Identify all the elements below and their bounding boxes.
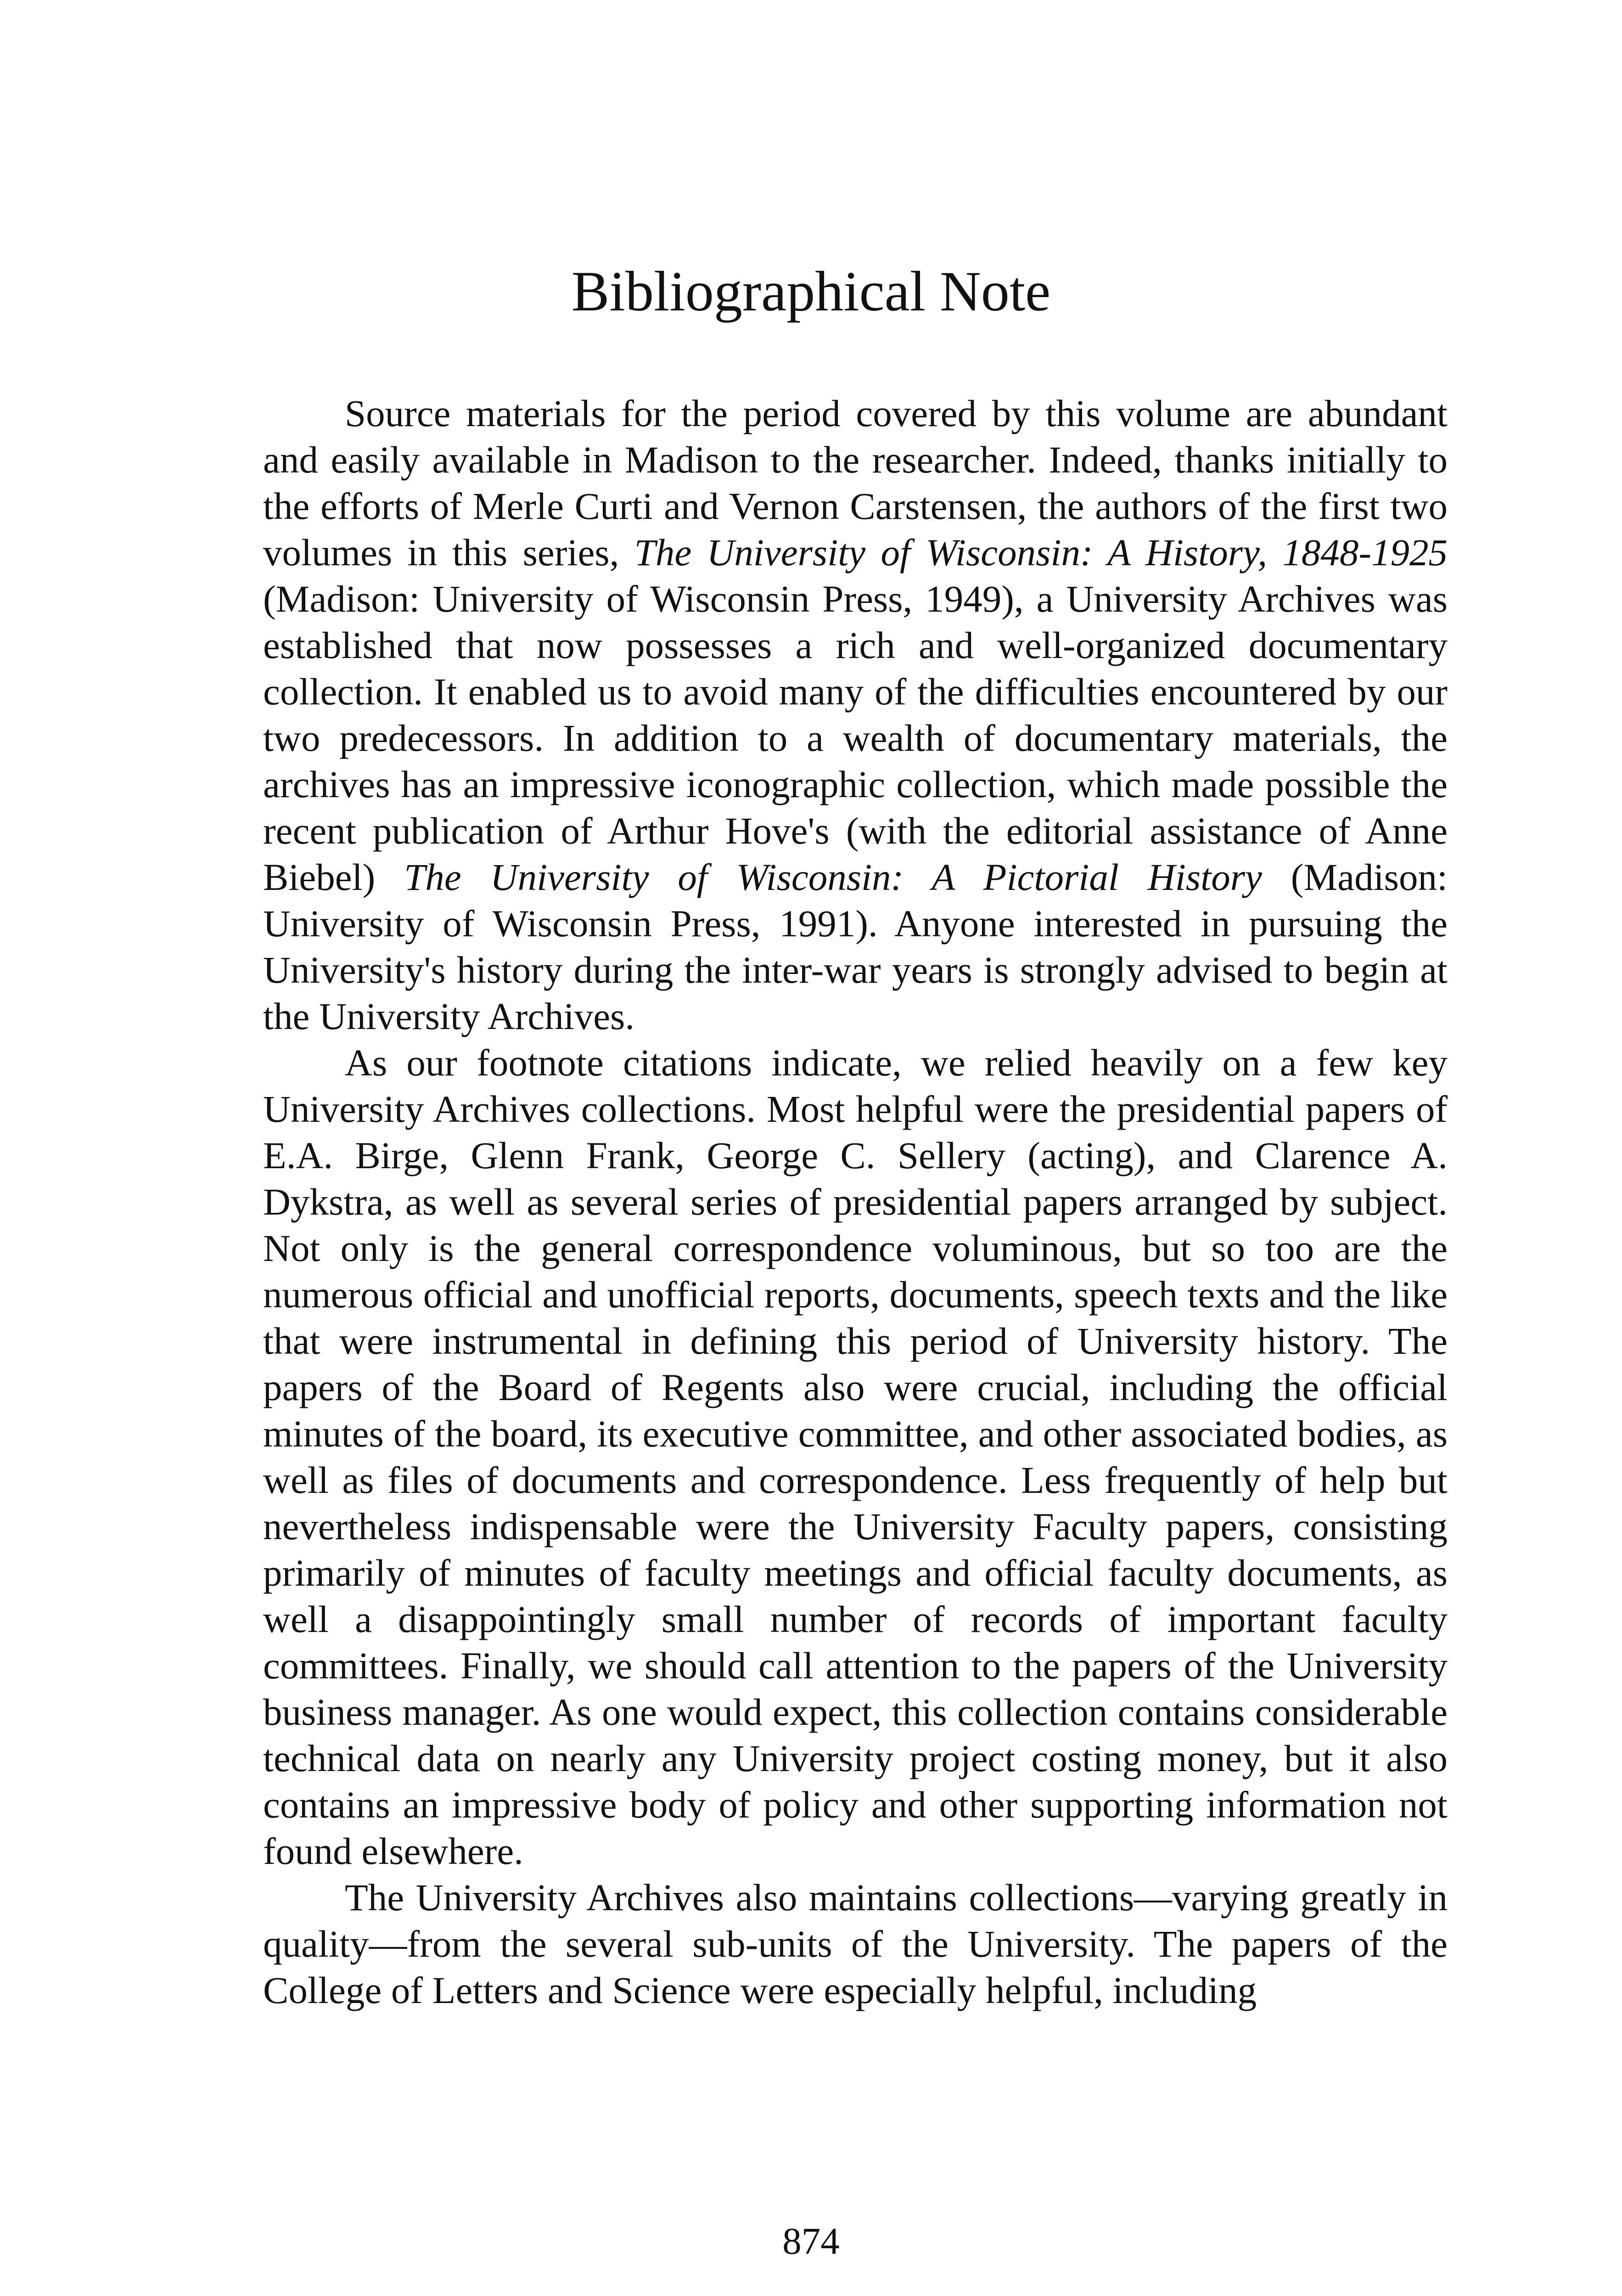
paragraph-1-text-c: (Madison: University of Wisconsin Press, 1991). Anyone interested in pursuing the University's history during the inter-war years is strongly advised to begin at the University Archives. [263,856,1448,1037]
paragraph-1 [263,390,1448,1040]
paragraph-3-text: The University Archives also maintains collections—varying greatly in quality—from the several sub-units of the University. The papers of the College of Letters and Science were especially helpful, including [263,1876,1448,2011]
paragraph-2-text: As our footnote citations indicate, we relied heavily on a few key University Archives collections. Most helpful were the presidential papers of E.A. Birge, Glenn Frank, George C. Sellery (acting), and Clarence A. Dykstra, as well as several series of presidential papers arranged by subject. Not only is the general correspondence voluminous, but so too are the numerous official and unofficial reports, documents, speech texts and the like that were instrumental in defining this period of University history. The papers of the Board of Regents also were crucial, including the official minutes of the board, its executive committee, and other associated bodies, as well as files of documents and correspondence. Less frequently of help but nevertheless indispensable were the University Faculty papers, consisting primarily of minutes of faculty meetings and official faculty documents, as well a disappointingly small number of records of important faculty committees. Finally, we should call attention to the papers of the University business manager. As one would expect, this collection contains considerable technical data on nearly any University project costing money, but it also contains an impressive body of policy and other supporting information not found elsewhere. [263,1041,1448,1872]
paragraph-3 [263,1874,1448,2014]
paragraph-2 [263,1040,1448,1874]
page-number: 874 [782,2220,840,2262]
book-title-pictorial-history: The University of Wisconsin: A Pictorial History [404,856,1262,898]
paragraph-1-text-b: (Madison: University of Wisconsin Press, 1949), a University Archives was established that now possesses a rich and well-organized documentary collection. It enabled us to avoid many of the difficulties encountered by our two predecessors. In addition to a wealth of documentary materials, the archives has an impressive iconographic collection, which made possible the recent publication of Arthur Hove's (with the editorial assistance of Anne Biebel) [263,578,1448,898]
paragraph-1-text-a: Source materials for the period covered by this volume are abundant and easily available in Madison to the researcher. Indeed, thanks initially to the efforts of Merle Curti and Vernon Carstensen, the authors of the first two volumes in this series, [263,392,1448,574]
book-title-history: The University of Wisconsin: A History, 1848-1925 [634,531,1448,574]
body-text [263,390,1448,2014]
page-title: Bibliographical Note [571,260,1051,323]
